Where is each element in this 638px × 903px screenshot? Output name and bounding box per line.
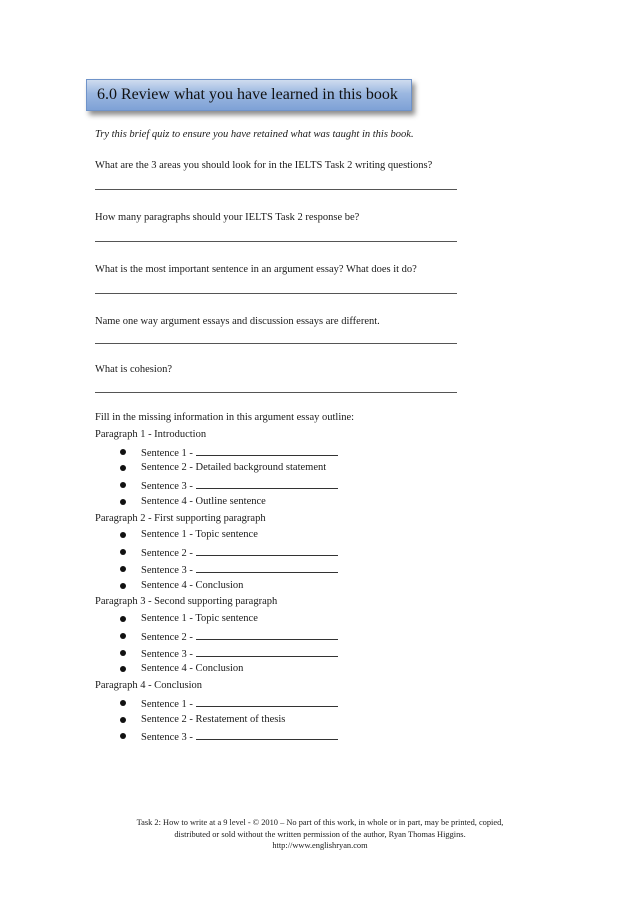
outline-title: Fill in the missing information in this argument essay outline: — [95, 412, 355, 423]
bullet-icon — [120, 482, 126, 488]
outline-sentence — [141, 730, 338, 743]
outline-sentence — [141, 546, 338, 559]
footer-copyright: Task 2: How to write at a 9 level - © 2010 – No part of this work, in whole or in part, may be printed, copied, — [136, 818, 504, 827]
sentence-label: Sentence 3 - — [141, 564, 196, 576]
outline-sentence — [141, 446, 338, 459]
outline-sentence — [141, 630, 338, 643]
sentence-label: Sentence 4 - — [141, 663, 196, 675]
outline-sentence — [141, 580, 243, 591]
bullet-icon — [120, 532, 126, 538]
sentence-label: Sentence 1 - — [141, 698, 196, 710]
blank-line — [196, 697, 338, 707]
sentence-label: Sentence 2 - — [141, 631, 196, 643]
sentence-label: Sentence 1 - — [141, 613, 196, 624]
question-4: Name one way argument essays and discussion essays are different. — [95, 316, 380, 327]
sentence-label: Sentence 2 - — [141, 713, 196, 725]
outline-sentence — [141, 529, 258, 540]
bullet-icon — [120, 549, 126, 555]
page-footer — [90, 817, 550, 852]
sentence-text: Topic sentence — [195, 529, 258, 541]
bullet-icon — [120, 650, 126, 656]
section-banner — [86, 79, 412, 111]
bullet-icon — [120, 700, 126, 706]
sentence-label: Sentence 1 - — [141, 529, 196, 541]
sentence-label: Sentence 3 - — [141, 481, 196, 492]
blank-line — [196, 446, 338, 456]
blank-line — [196, 630, 338, 640]
answer-line-3 — [95, 293, 457, 294]
blank-line — [196, 647, 338, 657]
section-title: 6.0 Review what you have learned in this book — [97, 86, 398, 103]
outline-sentence — [141, 496, 266, 507]
blank-line — [196, 546, 338, 556]
outline-paragraph-2: Paragraph 2 - First supporting paragraph — [95, 512, 266, 524]
sentence-label: Sentence 3 - — [141, 648, 196, 660]
bullet-icon — [120, 465, 126, 471]
sentence-text: Restatement of thesis — [195, 713, 286, 725]
sentence-text: Conclusion — [195, 663, 244, 675]
outline-sentence — [141, 613, 258, 624]
outline-sentence — [141, 462, 326, 473]
bullet-icon — [120, 566, 126, 572]
outline-sentence — [141, 714, 285, 725]
sentence-label: Sentence 4 - — [141, 579, 196, 591]
sentence-text: Outline sentence — [195, 495, 266, 507]
sentence-label: Sentence 2 - — [141, 462, 196, 474]
sentence-label: Sentence 1 - — [141, 447, 196, 459]
outline-paragraph-3: Paragraph 3 - Second supporting paragraph — [95, 596, 278, 608]
outline-sentence — [141, 647, 338, 660]
bullet-icon — [120, 449, 126, 455]
bullet-icon — [120, 666, 126, 672]
question-5: What is cohesion? — [95, 364, 172, 375]
blank-line — [196, 730, 338, 740]
sentence-text: Topic sentence — [195, 613, 258, 624]
outline-sentence — [141, 479, 338, 492]
sentence-label: Sentence 3 - — [141, 732, 196, 744]
bullet-icon — [120, 616, 126, 622]
answer-line-2 — [95, 241, 457, 242]
question-3: What is the most important sentence in an argument essay? What does it do? — [95, 264, 417, 275]
outline-sentence — [141, 663, 243, 674]
bullet-icon — [120, 733, 126, 739]
outline-sentence — [141, 563, 338, 576]
outline-sentence — [141, 697, 338, 710]
sentence-text: Conclusion — [195, 579, 244, 591]
bullet-icon — [120, 717, 126, 723]
blank-line — [196, 479, 338, 489]
outline-paragraph-4: Paragraph 4 - Conclusion — [95, 680, 203, 691]
blank-line — [196, 563, 338, 573]
question-1: What are the 3 areas you should look for in the IELTS Task 2 writing questions? — [95, 160, 433, 171]
sentence-label: Sentence 2 - — [141, 548, 196, 559]
sentence-label: Sentence 4 - — [141, 495, 196, 507]
answer-line-1 — [95, 189, 457, 190]
footer-url: http://www.englishryan.com — [272, 841, 368, 850]
question-2: How many paragraphs should your IELTS Task 2 response be? — [95, 212, 360, 223]
bullet-icon — [120, 499, 126, 505]
answer-line-4 — [95, 343, 457, 344]
bullet-icon — [120, 583, 126, 589]
intro-text: Try this brief quiz to ensure you have retained what was taught in this book. — [95, 129, 414, 140]
outline-paragraph-1: Paragraph 1 - Introduction — [95, 428, 207, 440]
sentence-text: Detailed background statement — [195, 462, 327, 474]
bullet-icon — [120, 633, 126, 639]
answer-line-5 — [95, 392, 457, 393]
footer-permission: distributed or sold without the written permission of the author, Ryan Thomas Higgins. — [174, 829, 466, 839]
